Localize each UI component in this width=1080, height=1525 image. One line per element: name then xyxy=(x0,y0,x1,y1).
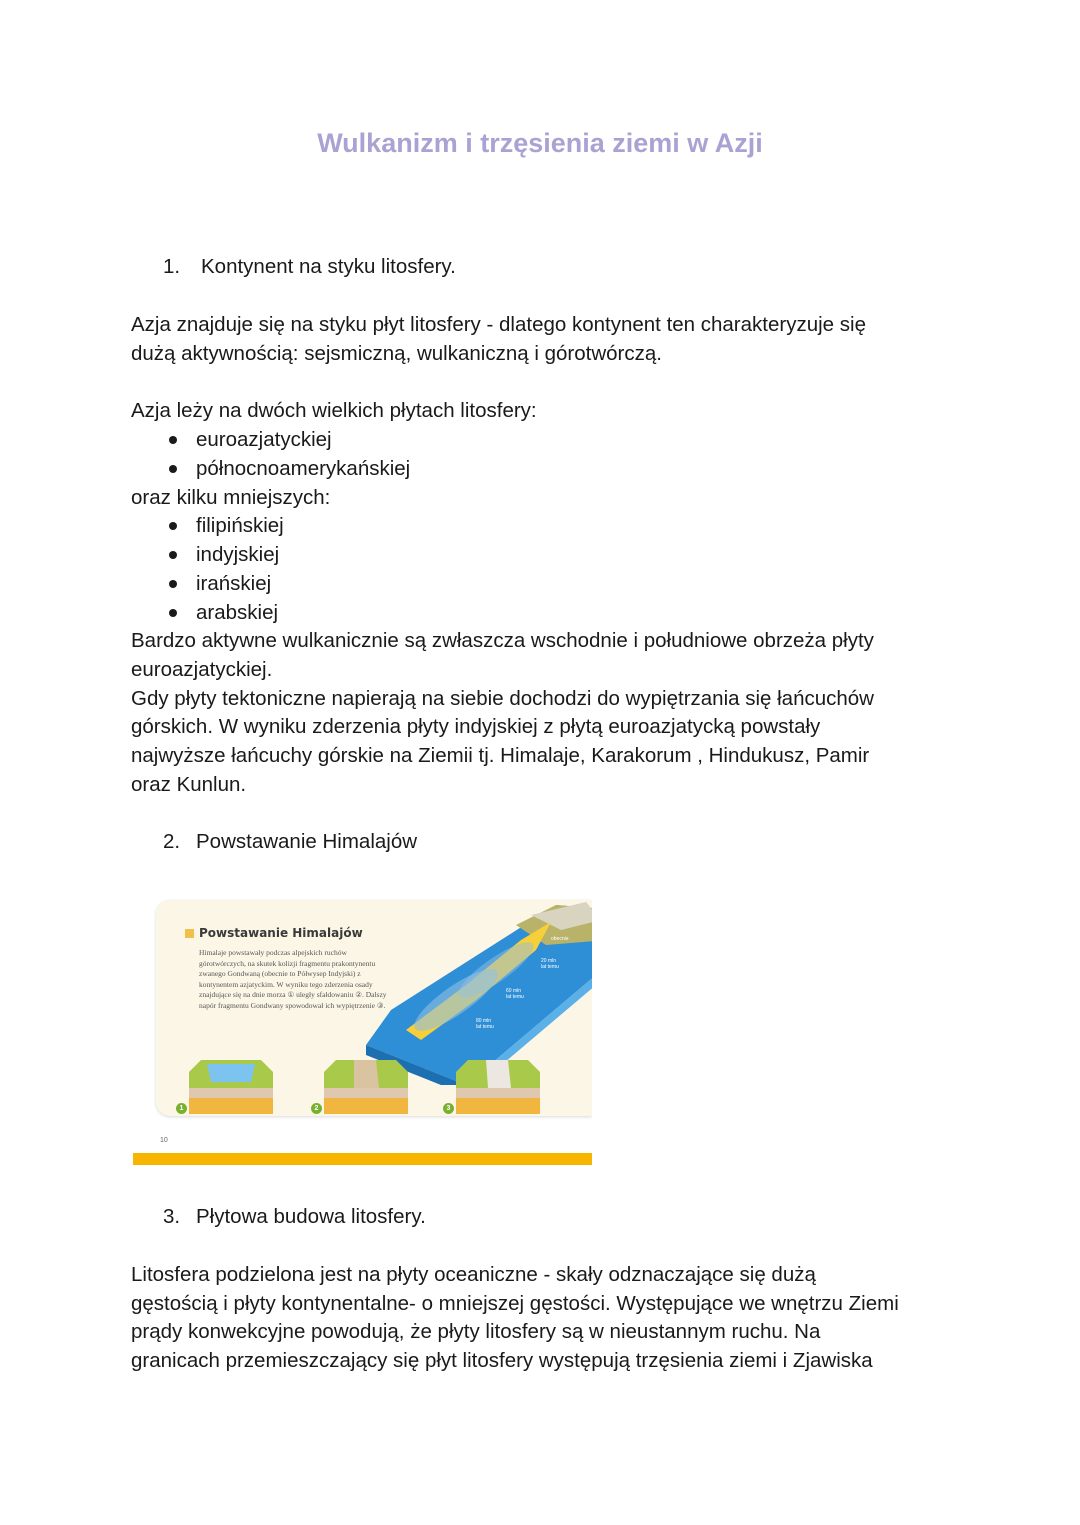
figure-title: Powstawanie Himalajów xyxy=(199,926,363,940)
large-plates-intro: Azja leży na dwóch wielkich płytach litosfery: xyxy=(131,399,537,422)
list-item: irańskiej xyxy=(131,569,284,598)
cross-section-3 xyxy=(456,1060,540,1114)
paragraph-line: prądy konwekcyjne powodują, że płyty litosfery są w nieustannym ruchu. Na xyxy=(131,1320,821,1343)
paragraph-line: Litosfera podzielona jest na płyty oceaniczne - skały odznaczające się dużą xyxy=(131,1263,816,1286)
list-item: arabskiej xyxy=(131,598,284,627)
paragraph-line: górskich. W wyniku zderzenia płyty indyjskiej z płytą euroazjatycką powstały xyxy=(131,715,821,738)
paragraph-line: Azja znajduje się na styku płyt litosfery - dlatego kontynent ten charakteryzuje się xyxy=(131,313,866,336)
section-title: Kontynent na styku litosfery. xyxy=(201,255,456,278)
cross-section-2 xyxy=(324,1060,408,1114)
paragraph-line: granicach przemieszczający się płyt litosfery występują trzęsienia ziemi i Zjawiska xyxy=(131,1349,873,1372)
svg-text:60 mln: 60 mln xyxy=(506,988,522,994)
svg-text:20 mln: 20 mln xyxy=(541,958,557,964)
step-2-marker: 2 xyxy=(311,1103,322,1114)
figure-page-number: 10 xyxy=(160,1137,168,1144)
cross-section-1 xyxy=(189,1060,273,1114)
list-item: euroazjatyckiej xyxy=(131,425,410,454)
map-label: obecnie xyxy=(551,936,569,942)
figure-panel xyxy=(156,900,592,1116)
large-plates-list xyxy=(131,425,410,483)
svg-text:lat temu: lat temu xyxy=(506,994,524,1000)
section-number: 3. xyxy=(163,1205,181,1228)
list-item: północnoamerykańskiej xyxy=(131,454,410,483)
svg-text:80 mln: 80 mln xyxy=(476,1018,492,1024)
paragraph-line: oraz Kunlun. xyxy=(131,773,247,796)
paragraph-line: dużą aktywnością: sejsmiczną, wulkaniczną i górotwórczą. xyxy=(131,342,662,365)
small-plates-intro: oraz kilku mniejszych: xyxy=(131,486,331,509)
figure-accent-bar xyxy=(133,1153,592,1165)
paragraph-line: Bardzo aktywne wulkanicznie są zwłaszcza wschodnie i południowe obrzeża płyty xyxy=(131,629,874,652)
section-number: 2. xyxy=(163,830,181,853)
list-item: indyjskiej xyxy=(131,540,284,569)
list-item: filipińskiej xyxy=(131,511,284,540)
section-1-heading xyxy=(163,252,456,281)
step-3-marker: 3 xyxy=(443,1103,454,1114)
step-1-marker: 1 xyxy=(176,1103,187,1114)
section-title: Powstawanie Himalajów xyxy=(196,830,418,853)
document-title: Wulkanizm i trzęsienia ziemi w Azji xyxy=(317,128,763,158)
paragraph-line: gęstością i płyty kontynentalne- o mniejszej gęstości. Występujące we wnętrzu Ziemi xyxy=(131,1292,899,1315)
svg-text:lat temu: lat temu xyxy=(476,1024,494,1030)
figure-title-marker xyxy=(185,929,194,938)
paragraph-line: euroazjatyckiej. xyxy=(131,658,273,681)
small-plates-list xyxy=(131,511,284,627)
himalaya-formation-figure xyxy=(131,885,592,1167)
paragraph-line: najwyższe łańcuchy górskie na Ziemii tj. Himalaje, Karakorum , Hindukusz, Pamir xyxy=(131,744,870,767)
section-title: Płytowa budowa litosfery. xyxy=(196,1205,426,1228)
svg-text:lat temu: lat temu xyxy=(541,964,559,970)
section-3-heading xyxy=(163,1202,426,1231)
section-2-heading xyxy=(163,827,417,856)
figure-caption: Himalaje powstawały podczas alpejskich ruchów górotwórczych, na skutek kolizji fragmentu prakontynentu zwanego Gondwaną (obecnie to Półwysep Indyjski) z kontynentem azjatyckim. W wyniku tego zderzenia osady znajdujące się na dnie morza ① uległy sfałdowaniu ②. Dalszy napór fragmentu Gondwany spowodował ich wypiętrzenie ③. xyxy=(199,948,387,1010)
section-number: 1. xyxy=(163,255,181,278)
paragraph-line: Gdy płyty tektoniczne napierają na siebie dochodzi do wypiętrzania się łańcuchów xyxy=(131,687,874,710)
